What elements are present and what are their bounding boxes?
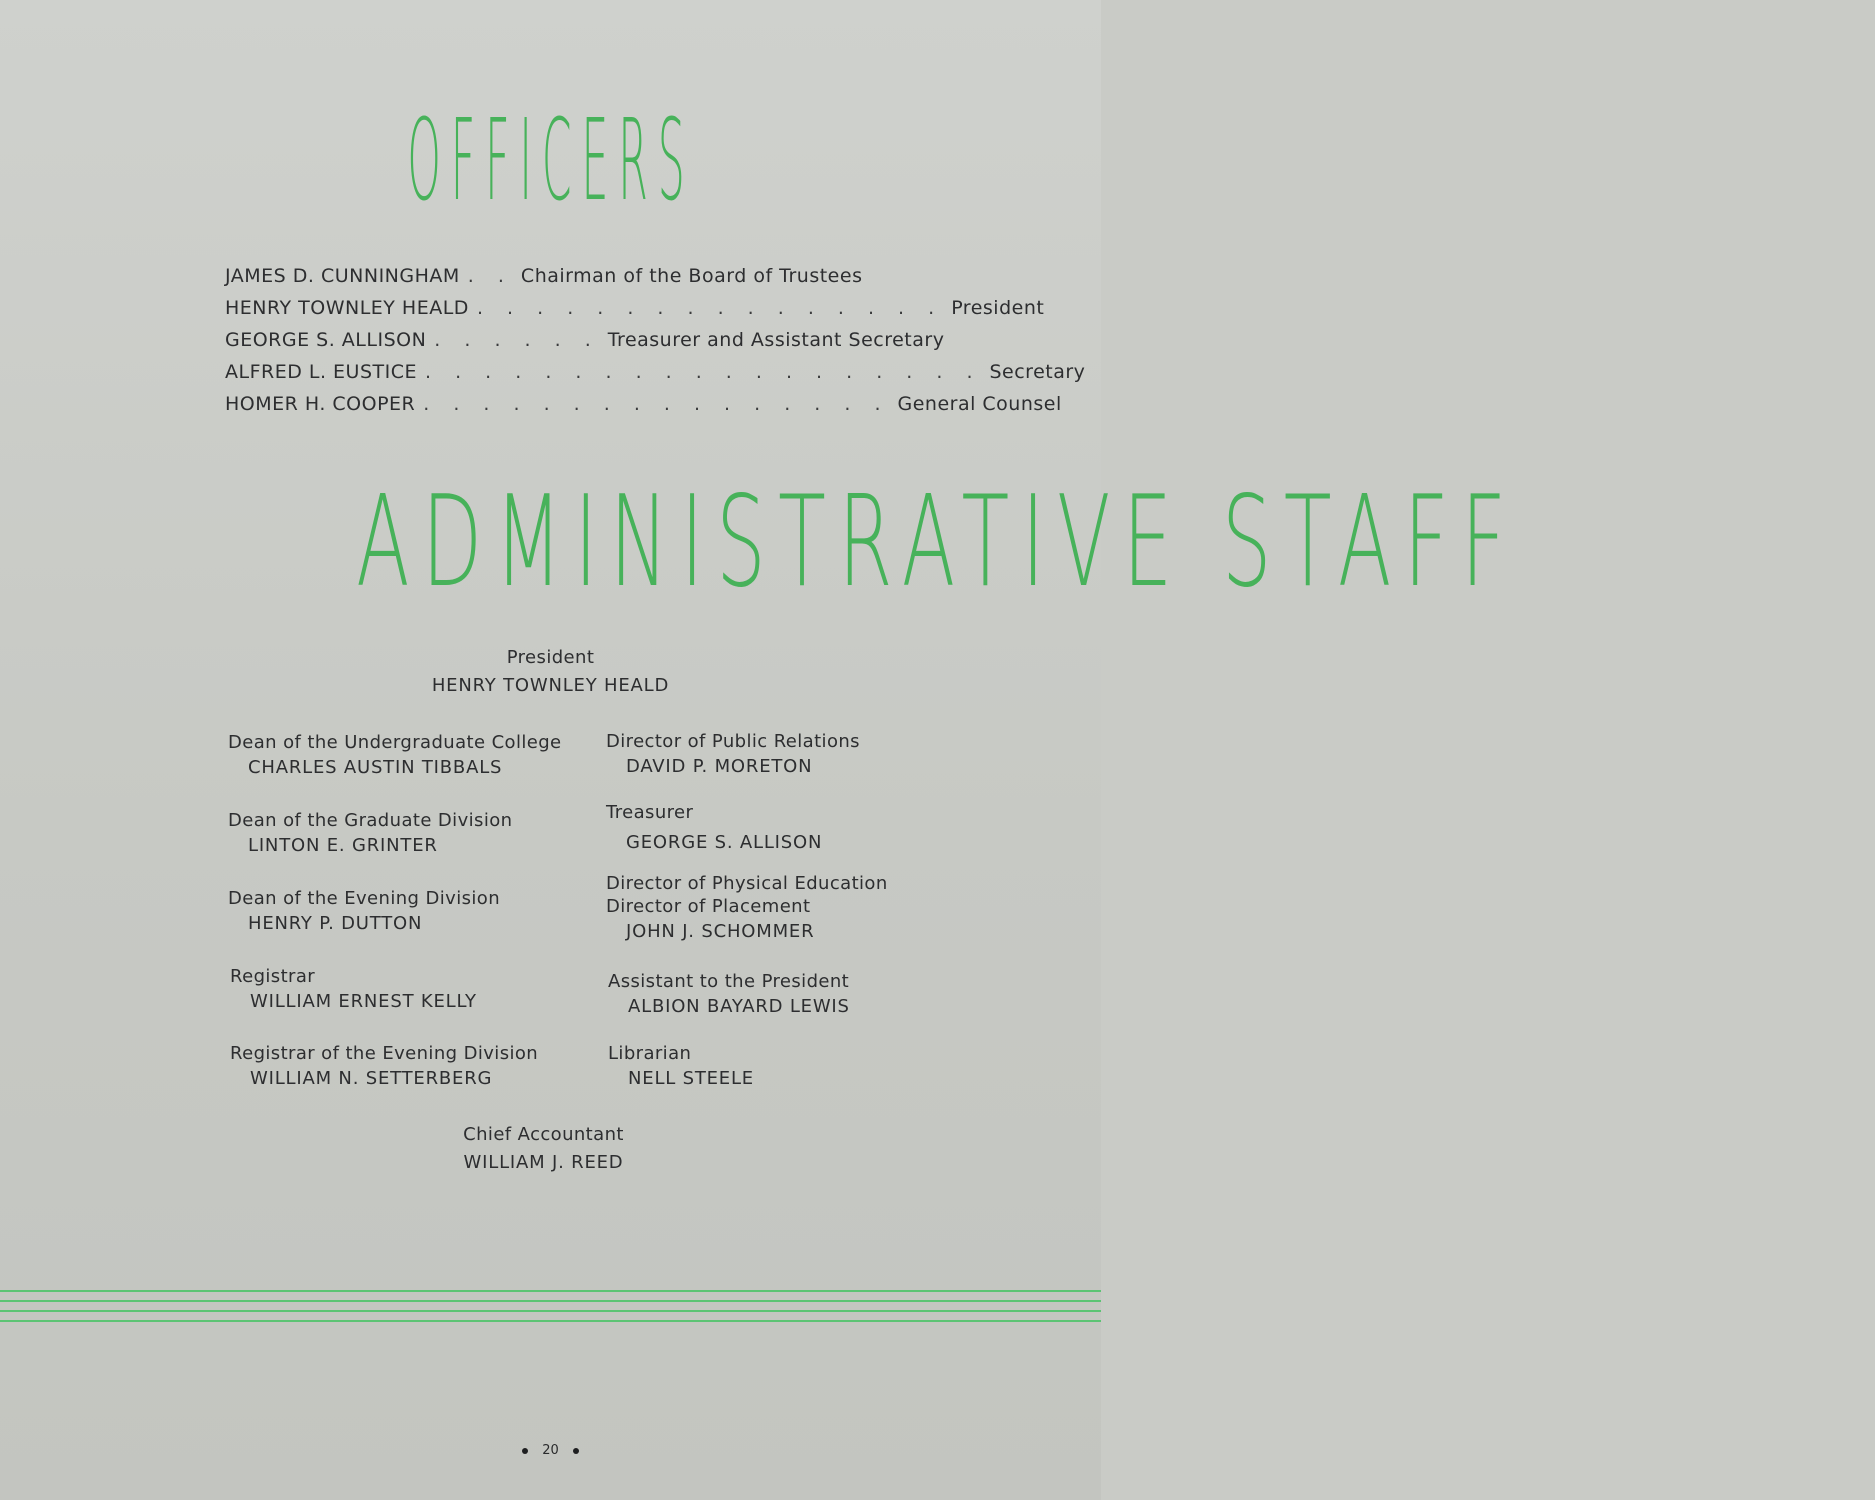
- leader-dots: . . . . . . . . . . . . . . . . . . .: [425, 361, 982, 383]
- officer-title: Secretary: [989, 361, 1086, 383]
- officer-name: HOMER H. COOPER: [225, 393, 416, 415]
- staff-name: NELL STEELE: [628, 1068, 754, 1089]
- president-entry: [0, 647, 1101, 696]
- staff-role: Assistant to the President: [608, 971, 850, 992]
- bullet-icon: [573, 1448, 579, 1454]
- administrative-staff-heading: ADMINISTRATIVE STAFF: [356, 468, 1519, 615]
- staff-entry: [230, 1043, 538, 1089]
- staff-entry: [606, 731, 860, 777]
- staff-role: Director of Placement: [606, 896, 811, 917]
- staff-name: GEORGE S. ALLISON: [626, 832, 823, 853]
- officer-row: [225, 393, 1062, 425]
- staff-entry: [606, 802, 822, 853]
- staff-role: Chief Accountant: [463, 1124, 624, 1145]
- officers-heading: OFFICERS: [406, 96, 695, 226]
- rule-line: [0, 1310, 1101, 1312]
- staff-role: Director of Physical Education: [606, 873, 888, 894]
- leader-dots: . . . . . . . . . . . . . . . .: [476, 297, 944, 319]
- decorative-rules: [0, 1290, 1101, 1330]
- officer-title: Treasurer and Assistant Secretary: [607, 329, 945, 351]
- staff-entry: [228, 888, 500, 934]
- officer-name: ALFRED L. EUSTICE: [225, 361, 418, 383]
- leader-dots: . .: [467, 265, 513, 287]
- leader-dots: . . . . . . . . . . . . . . . .: [423, 393, 890, 415]
- staff-entry: [608, 971, 850, 1017]
- staff-role: Registrar: [230, 966, 316, 987]
- staff-role: Librarian: [608, 1043, 692, 1064]
- staff-name: DAVID P. MORETON: [626, 756, 813, 777]
- page-footer: [0, 1443, 1101, 1458]
- staff-name: JOHN J. SCHOMMER: [626, 921, 815, 942]
- staff-role: Registrar of the Evening Division: [230, 1043, 539, 1064]
- officer-title: Chairman of the Board of Trustees: [520, 265, 863, 287]
- staff-role: Dean of the Undergraduate College: [228, 732, 562, 753]
- officer-row: [225, 265, 863, 297]
- staff-role: Dean of the Evening Division: [228, 888, 501, 909]
- staff-name: HENRY TOWNLEY HEALD: [431, 675, 670, 696]
- officer-row: [225, 361, 1086, 393]
- officer-row: [225, 329, 945, 361]
- leader-dots: . . . . . .: [434, 329, 600, 351]
- officers-list: [225, 265, 1086, 425]
- page-number: 20: [542, 1443, 559, 1458]
- staff-role: President: [506, 647, 595, 668]
- bullet-icon: [522, 1448, 528, 1454]
- staff-role: Dean of the Graduate Division: [228, 810, 513, 831]
- staff-name: HENRY P. DUTTON: [248, 913, 423, 934]
- staff-entry: [228, 810, 512, 856]
- staff-name: LINTON E. GRINTER: [248, 835, 438, 856]
- officer-row: [225, 297, 1045, 329]
- staff-entry: [608, 1043, 754, 1089]
- rule-line: [0, 1300, 1101, 1302]
- chief-accountant-entry: [0, 1124, 1094, 1173]
- staff-entry: [228, 732, 562, 778]
- officer-name: JAMES D. CUNNINGHAM: [225, 265, 460, 287]
- staff-entry: [230, 966, 477, 1012]
- staff-name: CHARLES AUSTIN TIBBALS: [248, 757, 503, 778]
- officer-name: HENRY TOWNLEY HEALD: [225, 297, 469, 319]
- rule-line: [0, 1290, 1101, 1292]
- staff-role: Director of Public Relations: [606, 731, 860, 752]
- officer-title: President: [951, 297, 1045, 319]
- staff-role: Treasurer: [606, 802, 694, 823]
- staff-name: WILLIAM ERNEST KELLY: [250, 991, 477, 1012]
- staff-name: WILLIAM J. REED: [463, 1152, 624, 1173]
- staff-entry: [606, 873, 888, 942]
- officer-title: General Counsel: [897, 393, 1062, 415]
- officer-name: GEORGE S. ALLISON: [225, 329, 427, 351]
- rule-line: [0, 1320, 1101, 1322]
- staff-name: WILLIAM N. SETTERBERG: [250, 1068, 493, 1089]
- staff-name: ALBION BAYARD LEWIS: [628, 996, 850, 1017]
